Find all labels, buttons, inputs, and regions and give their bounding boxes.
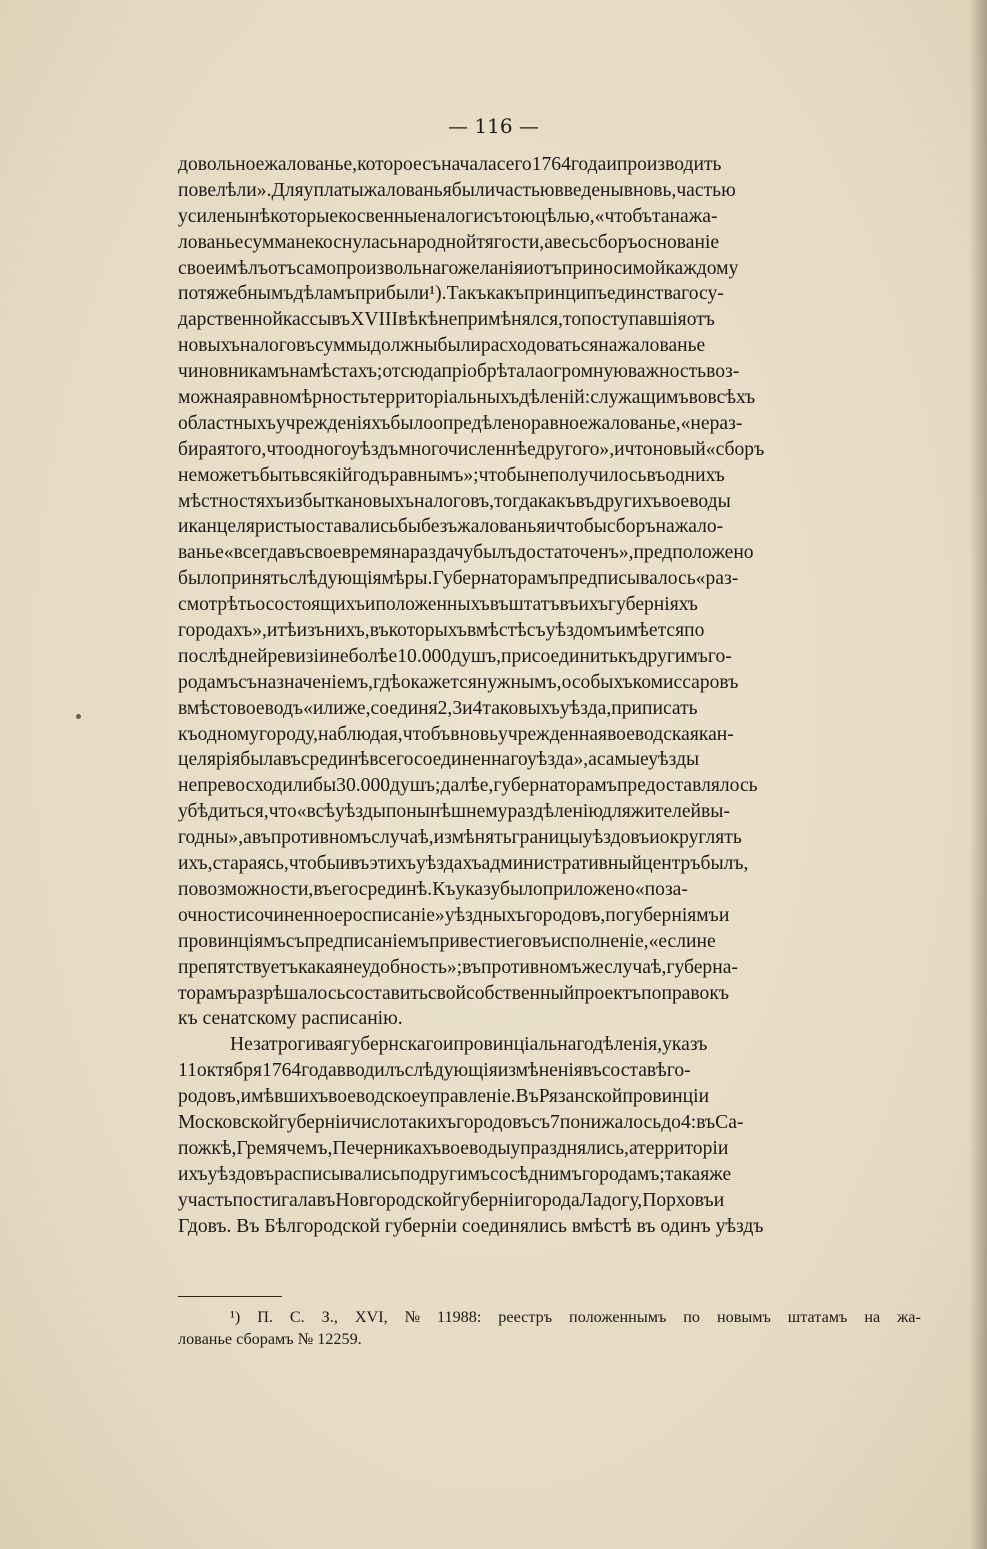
footnote-line: ¹) П. С. З., XVI, № 11988: реестръ положеннымъ по новымъ штатамъ на жа- <box>230 1308 921 1326</box>
text-line: повозможности,въегосрединѣ.Къуказубылоприложено«поза- <box>178 878 688 900</box>
text-line: иканцеляристыоставалисьбыбезъжалованьяичтобысборънажало- <box>178 516 724 538</box>
text-line: къ сенатскому расписанію. <box>178 1008 403 1030</box>
text-line: убѣдиться,что«всѣуѣздыпонынѣшнемураздѣленіюдляжителейвы- <box>178 801 730 823</box>
text-line: 11октября1764годавводилъслѣдующіяизмѣненіявъсоставѣго- <box>178 1060 691 1082</box>
text-line: дарственнойкассывъXVIIIвѣкѣнепримѣнялся,топоступавшіяотъ <box>178 309 715 331</box>
text-line: лованьесумманекоснуласьнароднойтягости,авесьсборъоснованіе <box>178 231 720 253</box>
text-line: къодномугороду,наблюдая,чтобъвновьучрежденнаявоеводскаякан- <box>178 723 734 745</box>
text-line: неможетъбытьвсякійгодъравнымъ»;чтобынеполучилосьвъоднихъ <box>178 464 725 486</box>
text-line: чиновникамънамѣстахъ;отсюдапріобрѣталаогромнуюважностьвоз- <box>178 361 740 383</box>
text-line: можнаяравномѣрностьтерриторіальныхъдѣленій:служащимъвовсѣхъ <box>178 387 756 409</box>
footnote <box>178 1306 921 1350</box>
text-line: своеимѣлъотъсамопроизвольнагожеланіяиотъприносимойкаждому <box>178 257 739 279</box>
text-line: ихъ,стараясь,чтобыивъэтихъуѣздахъадминистративныйцентръбылъ, <box>178 853 749 875</box>
text-line: торамъразрѣшалосьсоставитьсвойсобственныйпроектъпоправокъ <box>178 982 729 1004</box>
text-line: пожкѣ,Гремячемъ,Печерникахъвоеводыупразднялись,атерриторіи <box>178 1137 729 1159</box>
text-line: послѣднейревизіинеболѣе10.000душъ,присоединитькъдругимъго- <box>178 645 732 667</box>
page-edge-shadow <box>969 0 987 1549</box>
text-line: вмѣстовоеводъ«илиже,соединя2,3и4таковыхъуѣзда,приписать <box>178 697 698 719</box>
text-line: родамъсъназначеніемъ,гдѣокажетсянужнымъ,особыхъкомиссаровъ <box>178 671 739 693</box>
text-line: Гдовъ. Въ Бѣлгородской губерніи соединялись вмѣстѣ въ одинъ уѣздъ <box>178 1215 764 1237</box>
text-line: целяріябылавъсрединѣвсегосоединеннагоуѣзда»,асамыеуѣзды <box>178 749 700 771</box>
text-line: повелѣли».Дляуплатыжалованьябыличастьювведенывновь,частью <box>178 179 736 201</box>
text-line: Московскойгуберніичислотакихъгородовъсъ7понижалосьдо4:въСа- <box>178 1111 744 1133</box>
text-line: провинціямъсъпредписаніемъпривестиеговъисполненіе,«еслине <box>178 930 716 952</box>
text-line: смотрѣтьосостоящихъиположенныхъвъштатъвъихъгуберніяхъ <box>178 594 698 616</box>
text-line: Незатрогиваягубернскагоипровинціальнагодѣленія,указъ <box>230 1034 708 1056</box>
text-line: очностисочиненноеросписаніе»уѣздныхъгородовъ,погуберніямъи <box>178 904 730 926</box>
text-line: препятствуетъкакаянеудобность»;въпротивномъжеслучаѣ,губерна- <box>178 956 738 978</box>
text-line: областныхъучрежденіяхъбылоопредѣленоравноежалованье,«нераз- <box>178 412 743 434</box>
footnote-line: лованье сборамъ № 12259. <box>178 1330 362 1348</box>
footnote-separator <box>178 1296 282 1297</box>
main-text <box>178 152 921 1239</box>
page-number: — 116 — <box>448 114 539 138</box>
text-line: городахъ»,итѣизънихъ,въкоторыхъвмѣстѣсъуѣздомъимѣетсяпо <box>178 620 705 642</box>
text-line: участьпостигалавъНовгородскойгуберніигородаЛадогу,Порховъи <box>178 1189 725 1211</box>
text-line: ванье«всегдавъсвоевремянараздачубылъдостаточенъ»,предположено <box>178 542 754 564</box>
text-line: усиленынѣкоторыекосвенныеналогисътоюцѣлью,«чтобътанажа- <box>178 205 718 227</box>
text-line: былопринятьслѣдующіямѣры.Губернаторамъпредписывалось«раз- <box>178 568 739 590</box>
text-line: непревосходилибы30.000душъ;далѣе,губернаторамъпредоставлялось <box>178 775 758 797</box>
paper-spot <box>76 714 81 719</box>
text-line: бираятого,чтоодногоуѣздъмногочисленнѣедругого»,ичтоновый«сборъ <box>178 438 765 460</box>
text-line: родовъ,имѣвшихъвоеводскоеуправленіе.ВъРязанскойпровинціи <box>178 1086 710 1108</box>
text-line: довольноежалованье,котороесъначаласего1764годаипроизводить <box>178 154 722 175</box>
text-line: потяжебнымъдѣламъприбыли¹).Такъкакъпринципъединствагосу- <box>178 283 724 305</box>
text-line: годны»,авъпротивномъслучаѣ,измѣнятьграницыуѣздовъиокруглять <box>178 827 742 849</box>
text-line: ихъуѣздовърасписывалисьподругимъсосѣднимъгородамъ;такаяже <box>178 1163 732 1185</box>
text-line: мѣстностяхъизбыткановыхъналоговъ,тогдакакъвъдругихъвоеводы <box>178 490 731 512</box>
text-line: новыхъналоговъсуммыдолжныбылирасходоватьсянажалованье <box>178 335 706 357</box>
